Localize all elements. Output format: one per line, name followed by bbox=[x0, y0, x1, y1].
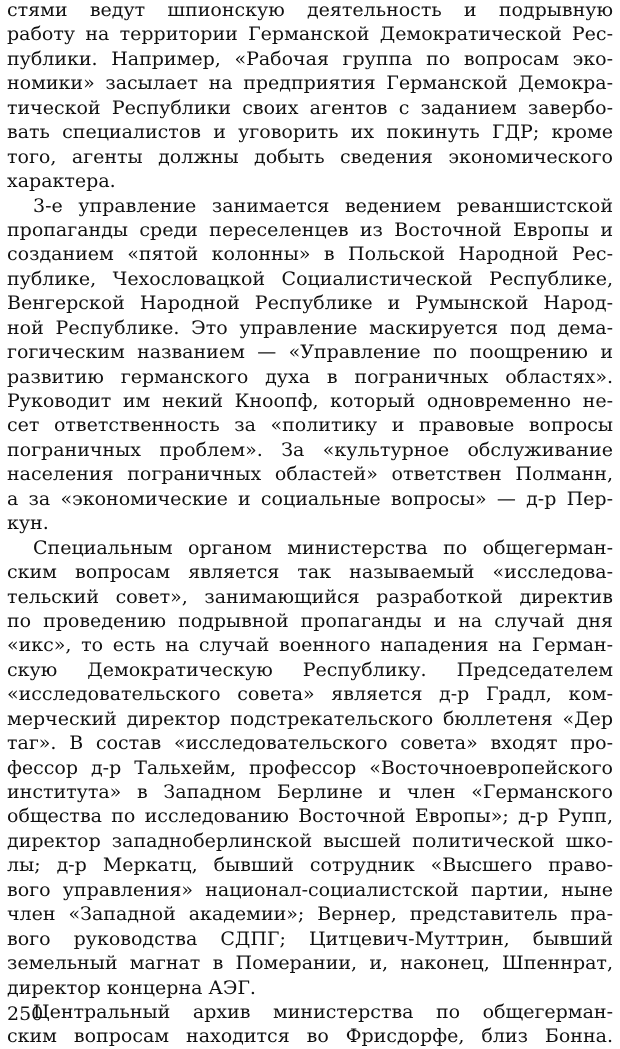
text-line: «исследовательского совета» является д-р Градл, ком- bbox=[7, 683, 613, 706]
text-line: фессор д-р Тальхейм, профессор «Восточноевропейского bbox=[7, 756, 613, 779]
text-line: стями ведут шпионскую деятельность и подрывную bbox=[7, 0, 613, 21]
text-line: вого управления» национал-социалистской партии, ныне bbox=[7, 878, 613, 901]
text-line: сет ответственность за «политику и правовые вопросы bbox=[7, 414, 613, 437]
text-line: Специальным органом министерства по общегерман- bbox=[33, 536, 613, 559]
text-line: земельный магнат в Померании, и, наконец, Шпеннрат, bbox=[7, 952, 613, 975]
text-line: пограничных проблем». За «культурное обслуживание bbox=[7, 438, 613, 461]
text-line: директор западноберлинской высшей политической шко- bbox=[7, 829, 613, 852]
text-line: гогическим названием — «Управление по поощрению и bbox=[7, 341, 613, 364]
text-line: тельский совет», занимающийся разработкой директив bbox=[7, 585, 613, 608]
text-line: по проведению подрывной пропаганды и на случай дня bbox=[7, 609, 613, 632]
text-line: Центральный архив министерства по общегерман- bbox=[33, 1000, 613, 1023]
text-line: скую Демократическую Республику. Председателем bbox=[7, 658, 613, 681]
text-line: Венгерской Народной Республике и Румынской Народ- bbox=[7, 292, 613, 315]
text-line: института» в Западном Берлине и член «Германского bbox=[7, 781, 613, 803]
text-line: характера. bbox=[7, 170, 116, 193]
text-line: ной Республике. Это управление маскируется под дема- bbox=[7, 316, 613, 339]
page-number: 250 bbox=[7, 1003, 44, 1025]
text-line: 3-е управление занимается ведением реваншистской bbox=[33, 194, 613, 217]
text-line: член «Западной академии»; Вернер, представитель пра- bbox=[7, 903, 613, 926]
text-line: а за «экономические и социальные вопросы» — д-р Пер- bbox=[7, 487, 613, 510]
text-line: публике, Чехословацкой Социалистической Республике, bbox=[7, 267, 613, 290]
text-line: «икс», то есть на случай военного нападения на Герман- bbox=[7, 634, 613, 657]
text-line: мерческий директор подстрекательского бюллетеня «Дер bbox=[7, 707, 613, 730]
text-line: номики» засылает на предприятия Германской Демокра- bbox=[7, 72, 613, 95]
text-line: общества по исследованию Восточной Европы»; д-р Рупп, bbox=[7, 805, 613, 828]
text-line: кун. bbox=[7, 512, 49, 535]
text-line: работу на территории Германской Демократической Рес- bbox=[7, 23, 613, 46]
text-line: вать специалистов и уговорить их покинуть ГДР; кроме bbox=[7, 121, 613, 144]
text-line: пропаганды среди переселенцев из Восточной Европы и bbox=[7, 218, 613, 241]
page-body-text bbox=[7, 0, 613, 1049]
text-line: того, агенты должны добыть сведения экономического bbox=[7, 145, 613, 168]
text-line: созданием «пятой колонны» в Польской Народной Рес- bbox=[7, 243, 613, 266]
text-line: лы; д-р Меркатц, бывший сотрудник «Высшего право- bbox=[7, 854, 613, 877]
text-line: таг». В состав «исследовательского совета» входят про- bbox=[7, 732, 613, 755]
text-line: тической Республики своих агентов с заданием завербо- bbox=[7, 96, 613, 119]
text-line: Руководит им некий Кноопф, который одновременно не- bbox=[7, 390, 613, 412]
text-line: развитию германского духа в пограничных областях». bbox=[7, 365, 613, 388]
text-line: публики. Например, «Рабочая группа по вопросам эко- bbox=[7, 47, 613, 70]
text-line: ским вопросам является так называемый «исследова- bbox=[7, 561, 613, 584]
text-line: ским вопросам находится во Фрисдорфе, близ Бонна. bbox=[7, 1025, 613, 1048]
text-line: директор концерна АЭГ. bbox=[7, 976, 256, 999]
text-line: населения пограничных областей» ответствен Полманн, bbox=[7, 463, 613, 486]
text-line: вого руководства СДПГ; Цитцевич-Муттрин, бывший bbox=[7, 927, 613, 950]
